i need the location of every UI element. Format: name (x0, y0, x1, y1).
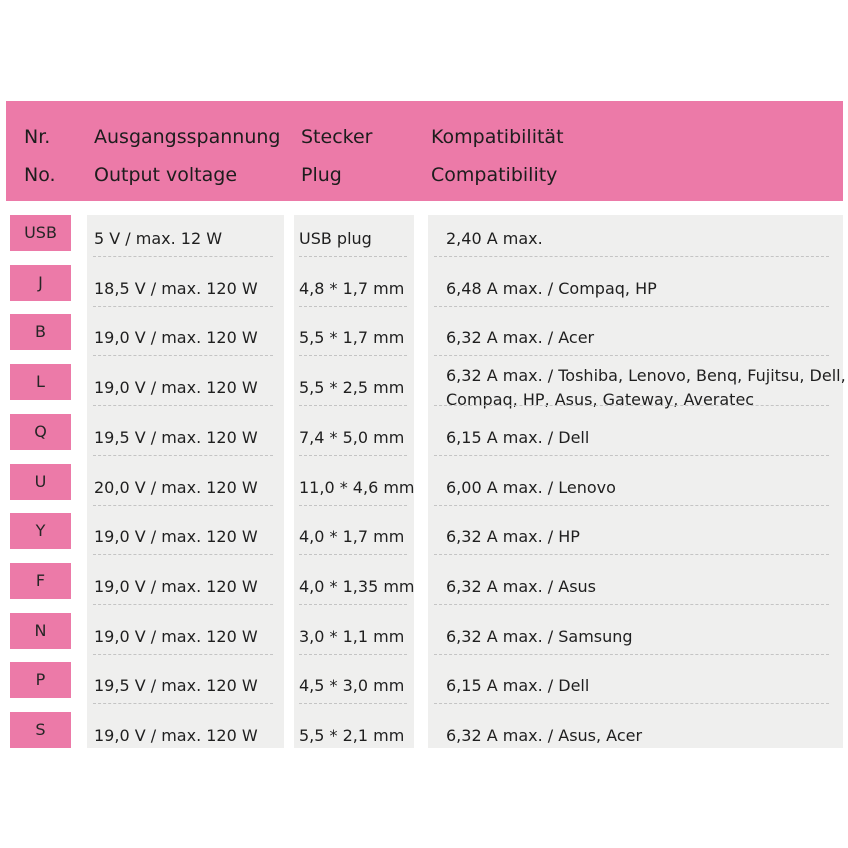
row-separator (93, 355, 273, 356)
row-separator (434, 554, 829, 555)
row-separator (93, 405, 273, 406)
row-separator (434, 455, 829, 456)
header-voltage-en: Output voltage (94, 164, 238, 186)
plug-cell: USB plug (299, 229, 372, 248)
plug-cell: 4,8 * 1,7 mm (299, 278, 405, 298)
compatibility-cell: 2,40 A max. (446, 229, 543, 248)
compatibility-cell: 6,32 A max. / Acer (446, 328, 595, 348)
compatibility-cell: 6,15 A max. / Dell (446, 427, 590, 447)
voltage-cell: 19,0 V / max. 120 W (94, 378, 258, 398)
row-number-badge: U (10, 464, 71, 500)
table-row (0, 314, 848, 364)
row-number-badge: J (10, 265, 71, 301)
row-separator (299, 256, 407, 257)
row-separator (93, 654, 273, 655)
plug-cell: 5,5 * 2,5 mm (299, 378, 405, 398)
row-separator (93, 505, 273, 506)
plug-cell: 4,0 * 1,7 mm (299, 527, 405, 547)
voltage-cell: 19,0 V / max. 120 W (94, 576, 258, 596)
row-number-badge: USB (10, 215, 71, 251)
plug-cell: 4,0 * 1,35 mm (299, 576, 415, 596)
compatibility-cell: 6,32 A max. / HP (446, 527, 580, 547)
row-separator (434, 355, 829, 356)
compatibility-cell-line2: Compaq, HP, Asus, Gateway, Averatec (446, 390, 755, 410)
row-separator (434, 703, 829, 704)
voltage-cell: 5 V / max. 12 W (94, 229, 223, 248)
row-separator (434, 405, 829, 406)
row-separator (93, 455, 273, 456)
row-separator (93, 554, 273, 555)
plug-cell: 3,0 * 1,1 mm (299, 626, 405, 646)
row-number-badge: N (10, 613, 71, 649)
header-plug (301, 118, 372, 194)
voltage-cell: 19,0 V / max. 120 W (94, 626, 258, 646)
plug-cell: 11,0 * 4,6 mm (299, 477, 415, 497)
row-separator (434, 505, 829, 506)
row-separator (299, 604, 407, 605)
row-number-badge: L (10, 364, 71, 400)
voltage-cell: 19,0 V / max. 120 W (94, 527, 258, 547)
plug-cell: 5,5 * 1,7 mm (299, 328, 405, 348)
row-separator (299, 654, 407, 655)
row-separator (434, 256, 829, 257)
table-row (0, 613, 848, 663)
plug-cell: 7,4 * 5,0 mm (299, 427, 405, 447)
row-separator (299, 306, 407, 307)
voltage-cell: 19,5 V / max. 120 W (94, 676, 258, 696)
table-row (0, 662, 848, 712)
row-number-badge: F (10, 563, 71, 599)
row-separator (93, 256, 273, 257)
table-header (6, 101, 843, 201)
row-number-badge: S (10, 712, 71, 748)
table-row (0, 215, 848, 265)
table-row (0, 364, 848, 414)
compatibility-cell: 6,15 A max. / Dell (446, 676, 590, 696)
voltage-cell: 19,5 V / max. 120 W (94, 427, 258, 447)
compatibility-cell: 6,00 A max. / Lenovo (446, 477, 616, 497)
row-separator (299, 703, 407, 704)
voltage-cell: 19,0 V / max. 120 W (94, 726, 258, 745)
row-number-badge: Q (10, 414, 71, 450)
row-separator (299, 405, 407, 406)
row-number-badge: P (10, 662, 71, 698)
row-separator (299, 554, 407, 555)
row-separator (299, 505, 407, 506)
voltage-cell: 18,5 V / max. 120 W (94, 278, 258, 298)
row-separator (434, 306, 829, 307)
header-compatibility-de: Kompatibilität (431, 126, 564, 148)
row-separator (93, 306, 273, 307)
row-number-badge: Y (10, 513, 71, 549)
voltage-cell: 19,0 V / max. 120 W (94, 328, 258, 348)
header-compatibility-en: Compatibility (431, 164, 558, 186)
row-separator (93, 604, 273, 605)
compatibility-cell: 6,32 A max. / Asus, Acer (446, 726, 643, 745)
header-plug-de: Stecker (301, 126, 373, 148)
header-voltage (94, 118, 280, 194)
row-number-badge: B (10, 314, 71, 350)
plug-cell: 4,5 * 3,0 mm (299, 676, 405, 696)
row-separator (299, 455, 407, 456)
table-row (0, 712, 848, 762)
compatibility-cell: 6,32 A max. / Asus (446, 576, 597, 596)
header-nr-de: Nr. (24, 126, 51, 148)
header-plug-en: Plug (301, 164, 342, 186)
header-compatibility (431, 118, 564, 194)
table-row (0, 414, 848, 464)
table-row (0, 563, 848, 613)
header-nr-en: No. (24, 164, 56, 186)
plug-cell: 5,5 * 2,1 mm (299, 726, 405, 745)
compatibility-cell: 6,32 A max. / Samsung (446, 626, 633, 646)
voltage-cell: 20,0 V / max. 120 W (94, 477, 258, 497)
table-row (0, 265, 848, 315)
row-separator (434, 654, 829, 655)
table-row (0, 513, 848, 563)
table-row (0, 464, 848, 514)
row-separator (93, 703, 273, 704)
row-separator (434, 604, 829, 605)
compatibility-cell: 6,48 A max. / Compaq, HP (446, 278, 657, 298)
compatibility-cell: 6,32 A max. / Toshiba, Lenovo, Benq, Fujitsu, Dell, (446, 366, 846, 386)
header-voltage-de: Ausgangsspannung (94, 126, 281, 148)
row-separator (299, 355, 407, 356)
header-nr (24, 118, 56, 194)
